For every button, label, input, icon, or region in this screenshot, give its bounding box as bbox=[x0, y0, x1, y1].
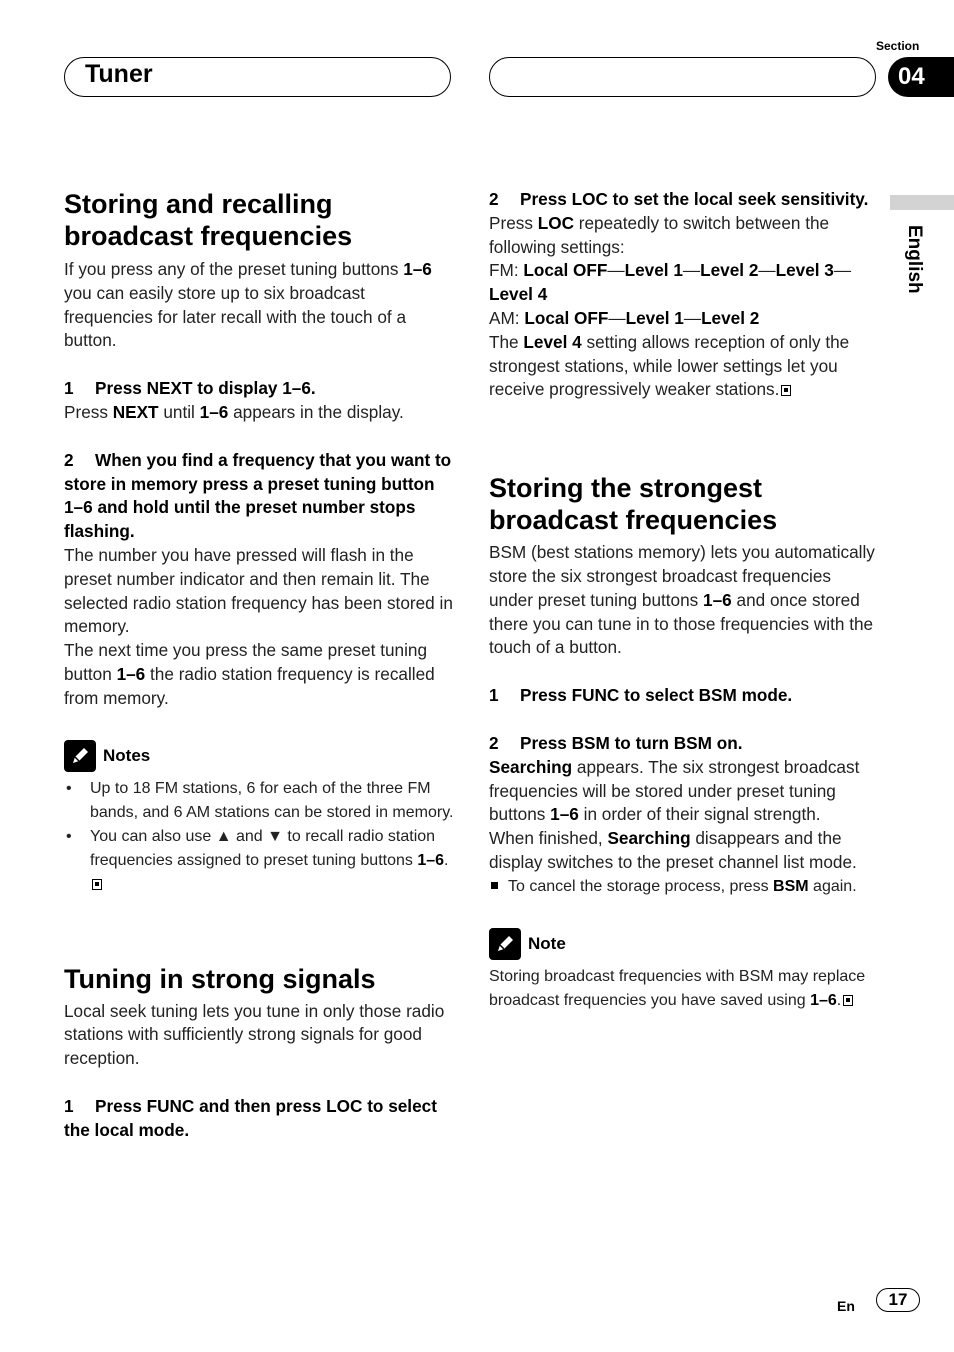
bsm-step-2-body-2 bbox=[489, 827, 879, 875]
cancel-tip bbox=[489, 875, 879, 899]
section-number: 04 bbox=[888, 57, 954, 97]
section-label: Section bbox=[876, 39, 920, 53]
text-bold: Searching bbox=[607, 828, 691, 849]
dash: — bbox=[833, 260, 852, 281]
bsm-step-1 bbox=[489, 684, 879, 708]
text: . bbox=[444, 851, 449, 869]
pencil-icon bbox=[489, 928, 521, 960]
setting: Level 1 bbox=[625, 307, 684, 328]
heading-storing-recalling: Storing and recalling broadcast frequencies bbox=[64, 189, 353, 251]
text: The bbox=[489, 331, 524, 352]
note-item: • Up to 18 FM stations, 6 for each of the three FM bands, and 6 AM stations can be stored in memory. bbox=[64, 777, 454, 825]
step-number: 1 bbox=[64, 1095, 74, 1116]
tuning-step-2 bbox=[489, 188, 879, 212]
notes-title: Notes bbox=[103, 745, 151, 765]
text-bold: Searching bbox=[489, 756, 573, 777]
text-bold: NEXT bbox=[112, 401, 159, 422]
left-column bbox=[64, 188, 454, 1143]
setting: Level 2 bbox=[700, 260, 759, 281]
text: Press bbox=[64, 401, 113, 422]
text: Press bbox=[489, 212, 538, 233]
dash: — bbox=[682, 260, 701, 281]
text: disappears and the display switches to the preset channel list mode. bbox=[489, 828, 857, 872]
language-code: En bbox=[837, 1298, 855, 1314]
step-number: 2 bbox=[64, 449, 74, 470]
level-explanation bbox=[489, 331, 879, 402]
bsm-step-2-body bbox=[489, 756, 879, 827]
page-number: 17 bbox=[876, 1288, 920, 1312]
text-bold: 1–6 bbox=[810, 991, 837, 1009]
text-bold: 1–6 bbox=[116, 663, 146, 684]
bsm-intro bbox=[489, 541, 879, 660]
text: You can also use ▲ and ▼ to recall radio station frequencies assigned to preset tuning buttons bbox=[90, 827, 436, 869]
note-title: Note bbox=[528, 933, 566, 953]
setting: Level 3 bbox=[775, 260, 834, 281]
text: Storing broadcast frequencies with BSM may replace broadcast frequencies you have saved using bbox=[489, 967, 866, 1009]
text: setting allows reception of only the strongest stations, while lower settings let you receive progressively weaker stations. bbox=[489, 331, 850, 400]
text-bold: 1–6 bbox=[417, 851, 445, 869]
text-bold: 1–6 bbox=[199, 401, 229, 422]
text: BSM (best stations memory) lets you automatically store the six strongest broadcast frequencies under preset tuning buttons bbox=[489, 542, 875, 610]
text: . bbox=[836, 991, 842, 1009]
text: the radio station frequency is recalled from memory. bbox=[64, 663, 435, 708]
text: and once stored there you can tune in to those frequencies with the touch of a button. bbox=[489, 589, 874, 658]
language-label: English bbox=[904, 225, 925, 294]
square-bullet-icon bbox=[491, 882, 498, 889]
notes-header bbox=[64, 739, 454, 773]
step-number: 2 bbox=[489, 189, 499, 209]
note-header bbox=[489, 927, 879, 961]
step-2-body: The number you have pressed will flash in the preset number indicator and then remain lit. The selected radio station frequency has been stored in memory. bbox=[64, 544, 453, 637]
text: FM: bbox=[489, 260, 524, 281]
text: repeatedly to switch between the following settings: bbox=[489, 212, 830, 257]
note-item bbox=[64, 825, 454, 897]
text: If you press any of the preset tuning buttons bbox=[64, 259, 404, 279]
end-mark-icon bbox=[843, 995, 853, 1006]
text: again. bbox=[808, 877, 857, 895]
text: The next time you press the same preset tuning button bbox=[64, 640, 428, 684]
text: AM: bbox=[489, 307, 525, 328]
step-2-heading bbox=[64, 449, 454, 544]
dash: — bbox=[758, 260, 776, 281]
step-text: Press LOC to set the local seek sensitivity. bbox=[520, 189, 869, 209]
tuning-step-1 bbox=[64, 1095, 454, 1143]
text-bold: 1–6 bbox=[403, 259, 432, 279]
pencil-icon bbox=[64, 740, 96, 772]
dash: — bbox=[607, 260, 625, 281]
step-1-body bbox=[64, 401, 454, 425]
text-bold: BSM bbox=[773, 877, 809, 895]
text: To cancel the storage process, press bbox=[508, 877, 774, 895]
header-frame-right bbox=[489, 57, 876, 97]
setting: Level 1 bbox=[624, 260, 683, 281]
tuning-intro: Local seek tuning lets you tune in only those radio stations with sufficiently strong signals for good reception. bbox=[64, 1000, 445, 1069]
step-text: Press FUNC and then press LOC to select the local mode. bbox=[64, 1095, 437, 1140]
step-1-heading bbox=[64, 377, 454, 401]
text: you can easily store up to six broadcast frequencies for later recall with the touch of a button. bbox=[64, 282, 407, 351]
step-number: 1 bbox=[64, 378, 74, 399]
text-bold: LOC bbox=[537, 212, 574, 233]
text: until bbox=[158, 401, 200, 422]
end-mark-icon bbox=[92, 879, 102, 890]
text-bold: Level 4 bbox=[523, 331, 582, 352]
setting: Local OFF bbox=[524, 307, 609, 328]
end-mark-icon bbox=[781, 385, 791, 396]
setting: Local OFF bbox=[523, 260, 608, 281]
step-text: Press NEXT to display 1–6. bbox=[95, 378, 316, 399]
fm-settings bbox=[489, 259, 879, 307]
heading-storing-strongest: Storing the strongest broadcast frequencies bbox=[489, 473, 778, 536]
step-number: 2 bbox=[489, 732, 499, 753]
step-text: Press BSM to turn BSM on. bbox=[520, 732, 743, 753]
text-bold: 1–6 bbox=[550, 804, 579, 825]
step-text: Press FUNC to select BSM mode. bbox=[520, 685, 793, 706]
storing-intro bbox=[64, 258, 454, 353]
step-text: When you find a frequency that you want to store in memory press a preset tuning button 1–6 and hold until the preset number stops flashing. bbox=[64, 449, 452, 542]
text: When finished, bbox=[489, 828, 608, 849]
dash: — bbox=[683, 307, 702, 328]
language-tab bbox=[890, 195, 954, 210]
note-body bbox=[489, 965, 879, 1013]
dash: — bbox=[608, 307, 626, 328]
text: appears. The six strongest broadcast frequencies will be stored under preset tuning buttons bbox=[489, 756, 860, 825]
setting: Level 4 bbox=[489, 284, 548, 305]
heading-tuning-strong: Tuning in strong signals bbox=[64, 963, 376, 994]
right-column bbox=[489, 188, 879, 1013]
bsm-step-2 bbox=[489, 732, 879, 756]
text-bold: 1–6 bbox=[703, 589, 732, 610]
am-settings bbox=[489, 307, 879, 331]
chapter-title: Tuner bbox=[85, 60, 153, 88]
text: appears in the display. bbox=[228, 401, 404, 422]
text: in order of their signal strength. bbox=[578, 804, 821, 825]
notes-list bbox=[64, 777, 454, 897]
step-number: 1 bbox=[489, 685, 499, 706]
step-2-body-2 bbox=[64, 639, 454, 710]
tuning-step-2-body bbox=[489, 212, 879, 260]
setting: Level 2 bbox=[701, 307, 760, 328]
